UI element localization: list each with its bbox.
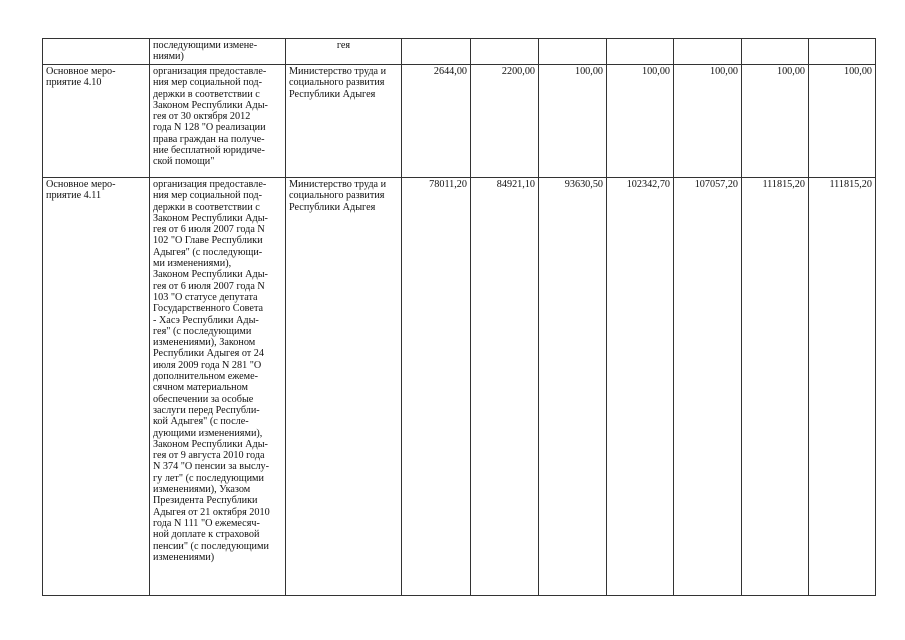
basis-cell: организация предоставле- ния мер социальной под- держки в соответствии с Законом Республики Ады- гея от 30 октября 2012 года N 128 "О реализации права граждан на получе- ние бесплатной юридиче- ской помощи" <box>150 65 286 178</box>
value-cell <box>742 39 809 65</box>
value-cell <box>539 39 607 65</box>
table-row <box>43 39 876 65</box>
value-cell: 100,00 <box>742 65 809 178</box>
value-cell: 107057,20 <box>674 178 742 596</box>
executor-cell: Министерство труда и социального развития Республики Адыгея <box>286 178 402 596</box>
value-cell: 2644,00 <box>402 65 471 178</box>
value-cell: 78011,20 <box>402 178 471 596</box>
event-cell <box>43 39 150 65</box>
basis-cell: последующими измене- ниями) <box>150 39 286 65</box>
value-cell: 100,00 <box>607 65 674 178</box>
value-cell <box>471 39 539 65</box>
value-cell: 100,00 <box>674 65 742 178</box>
value-cell: 2200,00 <box>471 65 539 178</box>
event-cell: Основное меро- приятие 4.10 <box>43 65 150 178</box>
table-row <box>43 178 876 596</box>
value-cell: 100,00 <box>539 65 607 178</box>
program-events-table <box>42 38 876 596</box>
value-cell <box>809 39 876 65</box>
value-cell: 93630,50 <box>539 178 607 596</box>
value-cell: 111815,20 <box>742 178 809 596</box>
executor-cell: Министерство труда и социального развития Республики Адыгея <box>286 65 402 178</box>
value-cell: 111815,20 <box>809 178 876 596</box>
value-cell <box>674 39 742 65</box>
value-cell: 84921,10 <box>471 178 539 596</box>
value-cell: 102342,70 <box>607 178 674 596</box>
value-cell <box>402 39 471 65</box>
event-cell: Основное меро- приятие 4.11 <box>43 178 150 596</box>
table-row <box>43 65 876 178</box>
value-cell <box>607 39 674 65</box>
executor-cell: гея <box>286 39 402 65</box>
value-cell: 100,00 <box>809 65 876 178</box>
basis-cell: организация предоставле- ния мер социальной под- держки в соответствии с Законом Республики Ады- гея от 6 июля 2007 года N 102 "О Главе Республики Адыгея" (с последующи- ми изменениями), Законом Республики Ады- гея от 6 июля 2007 года N 103 "О статусе депутата Государственного Совета - Хасэ Республики Ады- гея" (с последующими изменениями), Законом Республики Адыгея от 24 июля 2009 года N 281 "О дополнительном ежеме- сячном материальном обеспечении за особые заслуги перед Республи- кой Адыгея" (с после- дующими изменениями), Законом Республики Ады- гея от 9 августа 2010 года N 374 "О пенсии за выслу- гу лет" (с последующими изменениями), Указом Президента Республики Адыгея от 21 октября 2010 года N 111 "О ежемесяч- ной доплате к страховой пенсии" (с последующими изменениями) <box>150 178 286 596</box>
